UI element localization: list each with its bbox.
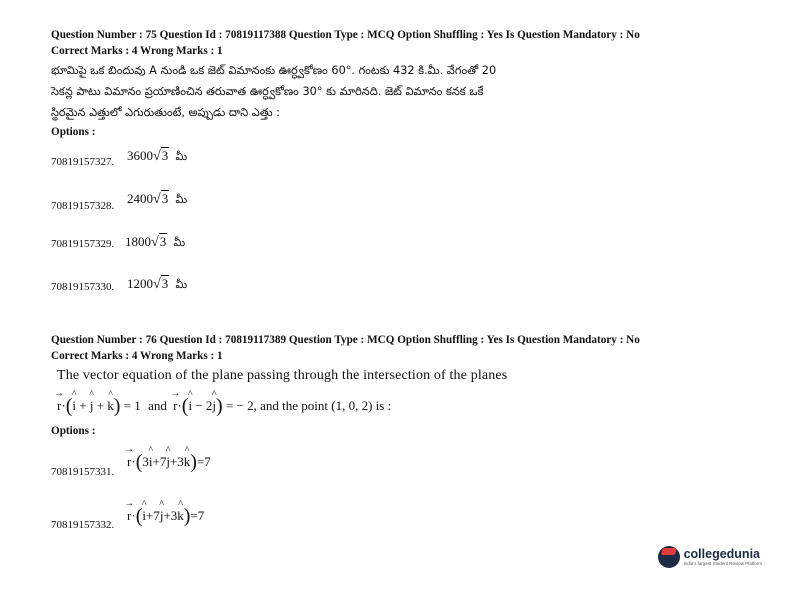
- graduation-cap-icon: [658, 546, 680, 568]
- q76-header-line2: Correct Marks : 4 Wrong Marks : 1: [51, 350, 223, 362]
- r-vector-symbol-3: → r: [127, 454, 131, 470]
- q76-plane-equations: → r·(^ i + ^ j + ^ k) = 1 and → r·(^ i − 2^ j) = − 2, and the point (1, 0, 2) is :: [57, 395, 391, 418]
- q75-option-2-root: 3: [161, 191, 169, 206]
- q76-option-1-value: → r·(3^ i+7^ j+3^ k)=7: [127, 451, 211, 474]
- q75-option-2-unit: మీ: [175, 193, 188, 206]
- q76-option-1-c1: 3: [142, 454, 149, 469]
- q76-header-line1: Question Number : 76 Question Id : 70819117389 Question Type : MCQ Option Shuffling : Yes Is Question Mandatory : No: [51, 334, 640, 346]
- q75-option-3-id: 70819157329.: [51, 238, 115, 250]
- q75-options-label: Options :: [51, 126, 96, 138]
- logo-name: collegedunia: [683, 546, 760, 561]
- r-vector-symbol-2: → r: [173, 398, 177, 414]
- q75-header-line2: Correct Marks : 4 Wrong Marks : 1: [51, 45, 223, 57]
- r-vector-symbol: → r: [57, 398, 61, 414]
- q75-option-3-value: 1800√3 మీ: [125, 234, 186, 250]
- q76-option-1-rhs: =7: [196, 454, 211, 469]
- q76-option-2-c3: +3: [163, 508, 178, 523]
- q75-option-4-unit: మీ: [175, 278, 188, 291]
- q76-option-2-rhs: =7: [190, 508, 205, 523]
- r-vector-symbol-4: → r: [127, 508, 131, 524]
- q75-option-3-coef: 1800: [125, 234, 151, 249]
- q75-option-1-value: 3600√3 మీ: [127, 148, 188, 164]
- q75-option-2-coef: 2400: [127, 191, 153, 206]
- q75-option-1-unit: మీ: [175, 150, 188, 163]
- q76-plane2-rhs: = − 2,: [225, 398, 257, 413]
- q75-text-line3: స్థిరమైన ఎత్తులో ఎగురుతుంటే, అప్పుడు దాని ఎత్తు :: [51, 106, 280, 119]
- q75-option-1-id: 70819157327.: [51, 156, 115, 168]
- q75-text-line1: భూమిపై ఒక బిందువు A నుండి ఒక జెట్ విమానంకు ఊర్ధ్వకోణం 60°. గంటకు 432 కి.మీ. వేగంతో 20: [51, 64, 497, 77]
- q76-option-2-id: 70819157332.: [51, 519, 115, 531]
- q75-option-1-coef: 3600: [127, 148, 153, 163]
- q75-header-line1: Question Number : 75 Question Id : 70819117388 Question Type : MCQ Option Shuffling : Yes Is Question Mandatory : No: [51, 29, 640, 41]
- q76-options-label: Options :: [51, 425, 96, 437]
- q75-option-4-root: 3: [161, 276, 169, 291]
- q76-option-1-c2: +7: [152, 454, 167, 469]
- q76-plane1-rhs: = 1: [123, 398, 141, 413]
- q75-option-2-id: 70819157328.: [51, 200, 115, 212]
- q75-option-4-value: 1200√3 మీ: [127, 276, 188, 292]
- q76-option-1-id: 70819157331.: [51, 466, 115, 478]
- q76-option-2-c2: +7: [145, 508, 160, 523]
- q75-option-1-root: 3: [161, 148, 169, 163]
- q75-option-3-root: 3: [159, 234, 167, 249]
- q76-option-2-value: → r·(^ i+7^ j+3^ k)=7: [127, 505, 204, 528]
- q75-option-3-unit: మీ: [173, 236, 186, 249]
- q76-and-word: and: [148, 398, 167, 413]
- q75-option-2-value: 2400√3 మీ: [127, 191, 188, 207]
- q75-option-4-coef: 1200: [127, 276, 153, 291]
- q76-text-tail: and the point (1, 0, 2) is :: [260, 398, 392, 413]
- q75-text-line2: సెకన్ల పాటు విమానం ప్రయాణించిన తరువాత ఊర్ధ్వకోణం 30° కు మారినది. జెట్ విమానం కనక ఒకే: [51, 85, 484, 98]
- q76-text-line1: The vector equation of the plane passing through the intersection of the planes: [57, 368, 508, 383]
- collegedunia-logo[interactable]: [658, 546, 762, 568]
- q76-option-1-c3: +3: [169, 454, 184, 469]
- q75-option-4-id: 70819157330.: [51, 281, 115, 293]
- logo-tagline: India's largest Student Review Platform: [683, 560, 762, 566]
